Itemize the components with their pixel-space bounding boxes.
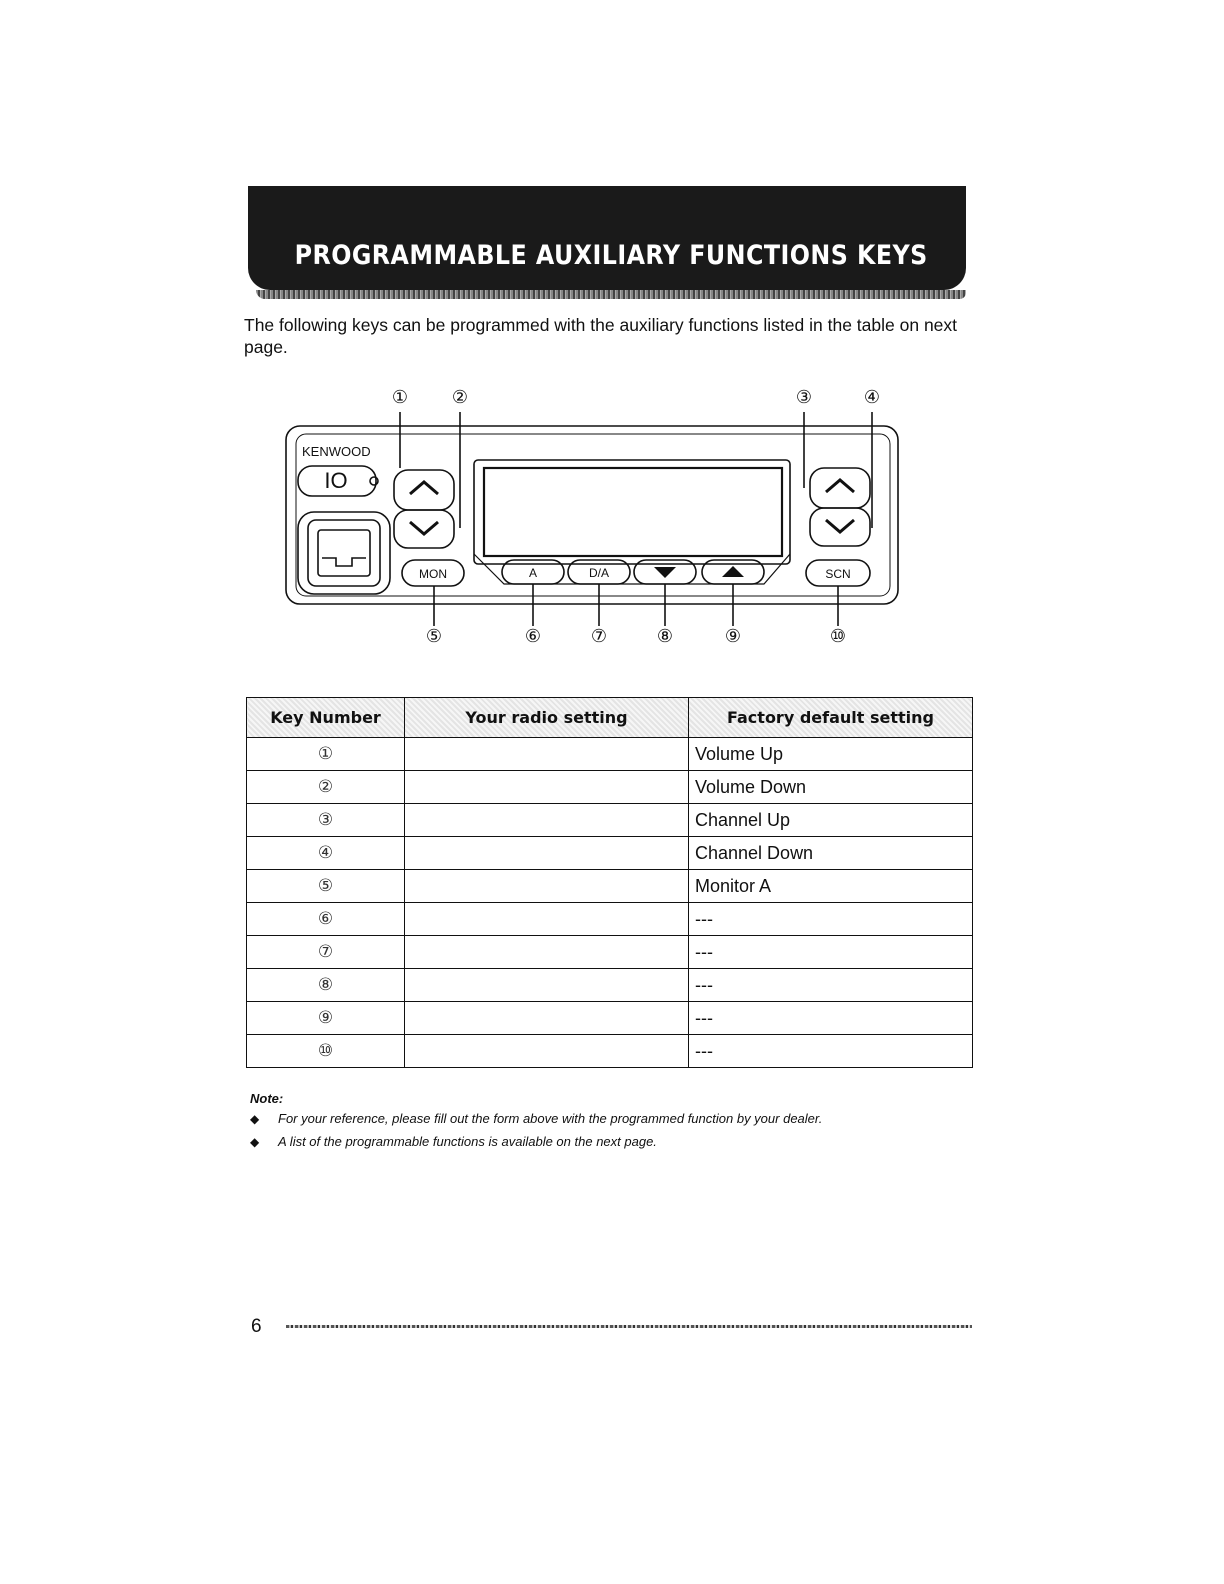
key-number-cell: ⑦ [247, 936, 405, 969]
left-down-key [394, 510, 454, 548]
your-setting-cell[interactable] [405, 969, 689, 1002]
callout-10: ⑩ [829, 626, 847, 646]
key-number-cell: ② [247, 771, 405, 804]
power-label: IO [324, 468, 348, 493]
factory-setting-cell: Channel Down [689, 837, 973, 870]
table-row [247, 969, 973, 1002]
your-setting-cell[interactable] [405, 1002, 689, 1035]
brand-logo: KENWOOD [302, 444, 371, 459]
factory-setting-cell: Monitor A [689, 870, 973, 903]
key-number-cell: ⑤ [247, 870, 405, 903]
note-item [250, 1133, 822, 1156]
header-your-radio-setting: Your radio setting [405, 698, 689, 738]
note-item-text: A list of the programmable functions is available on the next page. [278, 1134, 657, 1149]
left-up-key [394, 470, 454, 510]
table-row [247, 903, 973, 936]
diamond-bullet-icon: ◆ [250, 1112, 260, 1126]
right-down-key [810, 508, 870, 546]
your-setting-cell[interactable] [405, 837, 689, 870]
your-setting-cell[interactable] [405, 1035, 689, 1068]
factory-setting-cell: Volume Down [689, 771, 973, 804]
factory-setting-cell: --- [689, 903, 973, 936]
key-number-cell: ⑨ [247, 1002, 405, 1035]
callout-3: ③ [795, 387, 813, 407]
mic-jack [298, 512, 390, 594]
callout-6: ⑥ [524, 626, 542, 646]
your-setting-cell[interactable] [405, 870, 689, 903]
callout-2: ② [451, 387, 469, 407]
display [474, 460, 790, 564]
key-number-cell: ⑩ [247, 1035, 405, 1068]
up-triangle-icon [722, 566, 744, 577]
factory-setting-cell: Volume Up [689, 738, 973, 771]
table-row [247, 771, 973, 804]
note-list [250, 1110, 822, 1156]
diamond-bullet-icon: ◆ [250, 1135, 260, 1149]
intro-text: The following keys can be programmed with the auxiliary functions listed in the table on next page. [244, 315, 958, 357]
your-setting-cell[interactable] [405, 771, 689, 804]
table-row [247, 870, 973, 903]
your-setting-cell[interactable] [405, 936, 689, 969]
note-item [250, 1110, 822, 1133]
callout-1: ① [391, 387, 409, 407]
key-number-cell: ⑧ [247, 969, 405, 1002]
table-row [247, 1002, 973, 1035]
key-number-cell: ① [247, 738, 405, 771]
callout-8: ⑧ [656, 626, 674, 646]
key-number-cell: ④ [247, 837, 405, 870]
scn-label: SCN [825, 567, 851, 581]
key-number-cell: ③ [247, 804, 405, 837]
key-settings-table [246, 697, 973, 1068]
factory-setting-cell: --- [689, 936, 973, 969]
factory-setting-cell: --- [689, 969, 973, 1002]
mon-label: MON [419, 567, 447, 581]
callout-7: ⑦ [590, 626, 608, 646]
note-title: Note: [250, 1091, 284, 1106]
table-row [247, 1035, 973, 1068]
page-number: 6 [251, 1316, 262, 1337]
header-factory-default-setting: Factory default setting [689, 698, 973, 738]
factory-setting-cell: --- [689, 1002, 973, 1035]
title-banner [248, 186, 966, 290]
right-up-key [810, 468, 870, 508]
a-label: A [528, 566, 538, 580]
callout-9: ⑨ [724, 626, 742, 646]
callout-5: ⑤ [425, 626, 443, 646]
your-setting-cell[interactable] [405, 804, 689, 837]
table-row [247, 738, 973, 771]
table-row [247, 804, 973, 837]
factory-setting-cell: Channel Up [689, 804, 973, 837]
da-label: D/A [588, 566, 610, 580]
page-title: PROGRAMMABLE AUXILIARY FUNCTIONS KEYS [294, 240, 928, 271]
down-triangle-icon [654, 567, 676, 578]
your-setting-cell[interactable] [405, 738, 689, 771]
header-key-number: Key Number [247, 698, 405, 738]
key-number-cell: ⑥ [247, 903, 405, 936]
table-row [247, 936, 973, 969]
radio-front-panel-diagram [276, 378, 916, 648]
note-item-text: For your reference, please fill out the form above with the programmed function by your dealer. [278, 1111, 823, 1126]
banner-shadow [256, 290, 966, 299]
callout-4: ④ [863, 387, 881, 407]
your-setting-cell[interactable] [405, 903, 689, 936]
footer-rule [286, 1325, 972, 1328]
factory-setting-cell: --- [689, 1035, 973, 1068]
table-header-row [247, 698, 973, 738]
table-row [247, 837, 973, 870]
